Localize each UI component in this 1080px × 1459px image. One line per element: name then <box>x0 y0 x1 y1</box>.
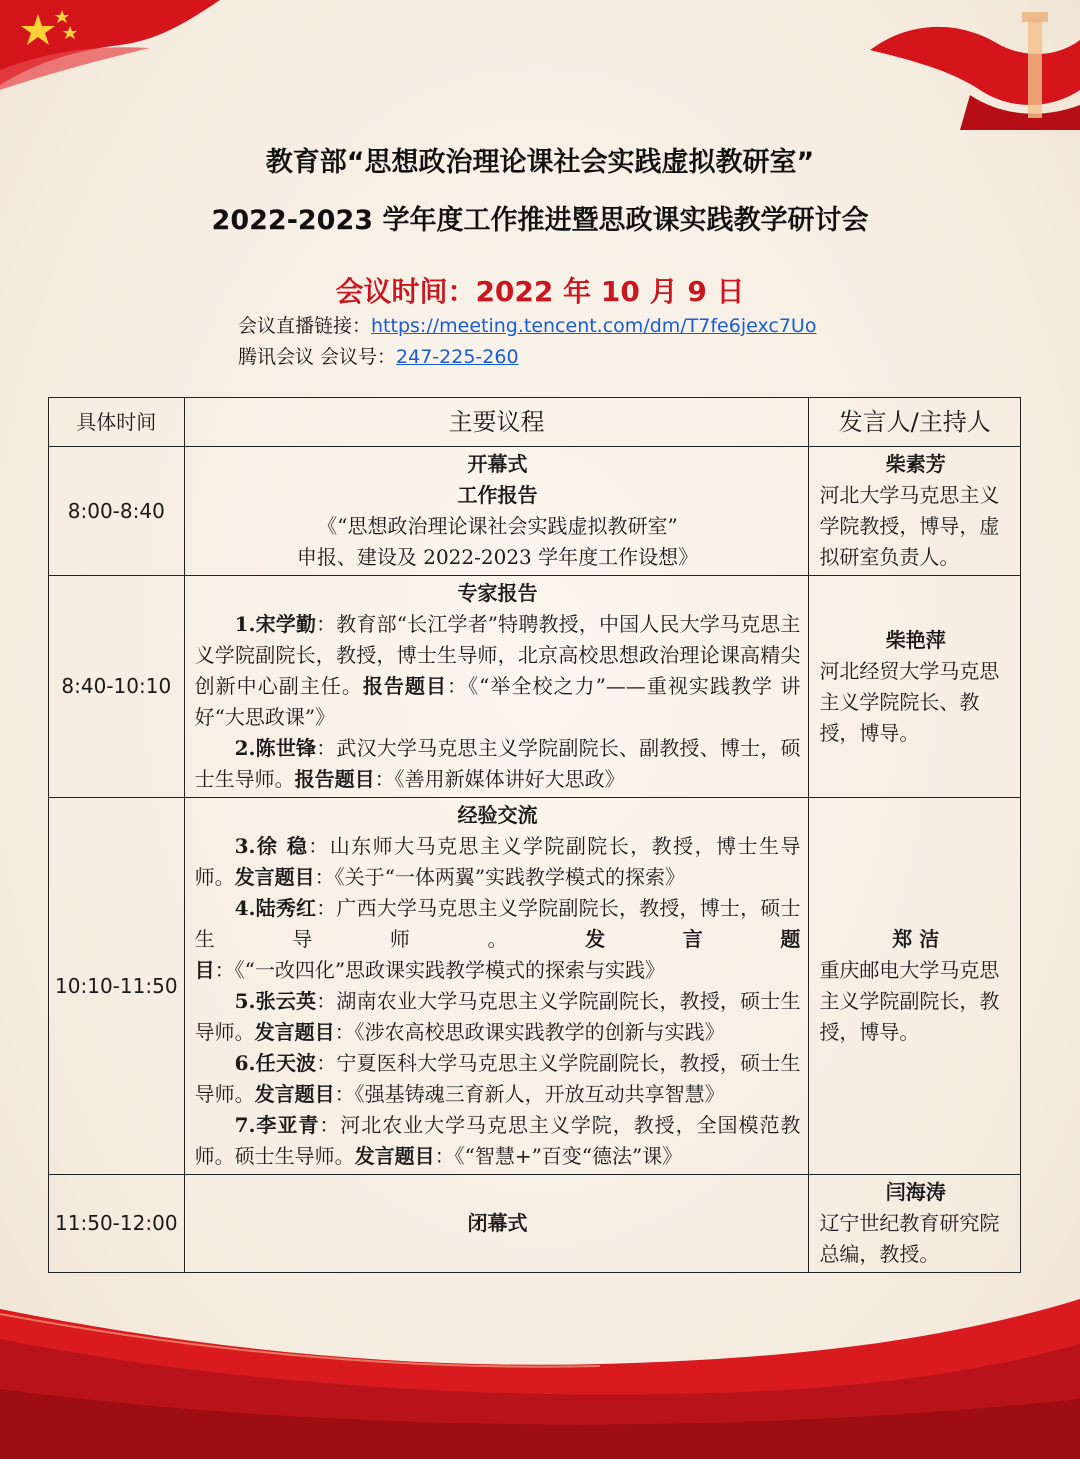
table-row <box>49 1175 1021 1273</box>
time-cell: 10:10-11:50 <box>49 798 185 1175</box>
item-desc: ：河北农业大学马克思主义学院，教授，全国模范教师。硕士生导师。 <box>194 1113 801 1168</box>
item-topic: ：《涉农高校思政课实践教学的创新与实践》 <box>334 1020 725 1044</box>
header-speaker: 发言人/主持人 <box>809 398 1021 447</box>
item-topic: ：《“智慧+”百变“德法”课》 <box>434 1144 683 1168</box>
speaker-desc: 河北大学马克思主义学院教授，博导，虚拟研室负责人。 <box>819 483 1000 569</box>
item-desc: ：山东师大马克思主义学院副院长，教授，博士生导师。 <box>194 834 801 889</box>
item-speaker: 6.任天波 <box>234 1051 317 1075</box>
meeting-id-row <box>238 342 519 369</box>
speaker-cell <box>809 576 1021 798</box>
live-link-row <box>238 311 816 338</box>
table-row <box>49 798 1021 1175</box>
agenda-cell <box>184 576 809 798</box>
item-speaker: 4.陆秀红 <box>234 896 317 920</box>
agenda-title: 专家报告 <box>457 581 538 605</box>
item-desc: ：广西大学马克思主义学院副院长，教授，博士，硕士生导师。 <box>194 896 801 951</box>
item-desc: ：武汉大学马克思主义学院副院长、副教授、博士，硕士生导师。 <box>194 736 801 791</box>
title-line-1: 教育部“思想政治理论课社会实践虚拟教研室” <box>265 147 815 178</box>
ribbon-decoration-bottom <box>0 1269 1080 1459</box>
speaker-cell <box>809 798 1021 1175</box>
item-topic-label: 发言题目 <box>234 865 315 889</box>
speaker-name: 柴艳萍 <box>885 627 946 652</box>
item-desc: ：教育部“长江学者”特聘教授，中国人民大学马克思主义学院副院长，教授，博士生导师，北京高校思想政治理论课高精尖创新中心副主任。 <box>194 612 801 698</box>
item-speaker: 7.李亚青 <box>234 1113 320 1137</box>
agenda-title: 经验交流 <box>457 803 538 827</box>
time-cell: 8:00-8:40 <box>49 447 185 576</box>
item-speaker: 1.宋学勤 <box>234 612 317 636</box>
item-speaker: 2.陈世锋 <box>234 736 317 760</box>
time-cell: 8:40-10:10 <box>49 576 185 798</box>
speaker-name: 柴素芳 <box>885 452 946 476</box>
item-topic-label: 发言题目 <box>254 1082 335 1106</box>
speaker-name: 闫海涛 <box>885 1180 946 1204</box>
item-speaker: 5.张云英 <box>234 989 317 1013</box>
agenda-subtitle: 工作报告 <box>457 483 538 507</box>
flag-decoration-top-left <box>0 0 260 90</box>
agenda-table <box>48 397 1021 1273</box>
item-topic-label: 发言题目 <box>354 1144 435 1168</box>
speaker-desc: 辽宁世纪教育研究院总编，教授。 <box>819 1211 1000 1266</box>
speaker-cell <box>809 447 1021 576</box>
ribbon-decoration-top-right <box>850 0 1080 130</box>
agenda-item <box>195 609 801 733</box>
speaker-cell <box>809 1175 1021 1273</box>
agenda-cell <box>184 1175 809 1273</box>
agenda-line: 申报、建设及 2022-2023 学年度工作设想》 <box>296 545 699 569</box>
item-topic-label: 发言题目 <box>194 927 801 982</box>
agenda-item <box>195 893 801 986</box>
item-topic: ：《强基铸魂三育新人，开放互动共享智慧》 <box>334 1082 725 1106</box>
agenda-item <box>195 831 801 893</box>
table-row <box>49 576 1021 798</box>
agenda-item <box>195 1110 801 1172</box>
live-link[interactable]: https://meeting.tencent.com/dm/T7fe6jexc7Uo <box>371 315 817 337</box>
agenda-title: 闭幕式 <box>467 1211 528 1235</box>
speaker-desc: 河北经贸大学马克思主义学院院长、教授，博导。 <box>819 658 1000 745</box>
item-speaker: 3.徐 稳 <box>234 834 309 858</box>
title-line-2: 2022-2023 学年度工作推进暨思政课实践教学研讨会 <box>211 205 869 236</box>
time-cell: 11:50-12:00 <box>49 1175 185 1273</box>
agenda-item <box>195 1048 801 1110</box>
speaker-desc: 重庆邮电大学马克思主义学院副院长，教授，博导。 <box>819 958 1000 1044</box>
meeting-id-label: 腾讯会议 会议号： <box>238 346 397 368</box>
agenda-cell <box>184 447 809 576</box>
agenda-line: 《“思想政治理论课社会实践虚拟教研室” <box>317 514 678 538</box>
live-link-label: 会议直播链接： <box>238 315 372 337</box>
speaker-name: 郑 洁 <box>892 927 940 951</box>
meeting-id-link[interactable]: 247-225-260 <box>396 346 519 368</box>
agenda-item <box>195 986 801 1048</box>
item-topic: ：《关于“一体两翼”实践教学模式的探索》 <box>314 865 686 889</box>
table-header-row <box>49 398 1021 447</box>
item-topic-label: 发言题目 <box>254 1020 335 1044</box>
agenda-title: 开幕式 <box>467 452 528 476</box>
item-topic: ：《“举全校之力”——重视实践教学 讲好“大思政课”》 <box>194 674 801 729</box>
item-desc: ：宁夏医科大学马克思主义学院副院长，教授，硕士生导师。 <box>194 1051 801 1106</box>
item-desc: ：湖南农业大学马克思主义学院副院长，教授，硕士生导师。 <box>194 989 801 1044</box>
header-agenda: 主要议程 <box>184 398 809 447</box>
item-topic-label: 报告题目 <box>362 674 448 698</box>
agenda-cell <box>184 798 809 1175</box>
item-topic: ：《善用新媒体讲好大思政》 <box>374 767 625 791</box>
item-topic: ：《“一改四化”思政课实践教学模式的探索与实践》 <box>214 958 666 982</box>
item-topic-label: 报告题目 <box>294 767 375 791</box>
header-time: 具体时间 <box>49 398 185 447</box>
agenda-item <box>195 733 801 795</box>
table-row <box>49 447 1021 576</box>
meeting-date: 会议时间：2022 年 10 月 9 日 <box>335 275 745 308</box>
